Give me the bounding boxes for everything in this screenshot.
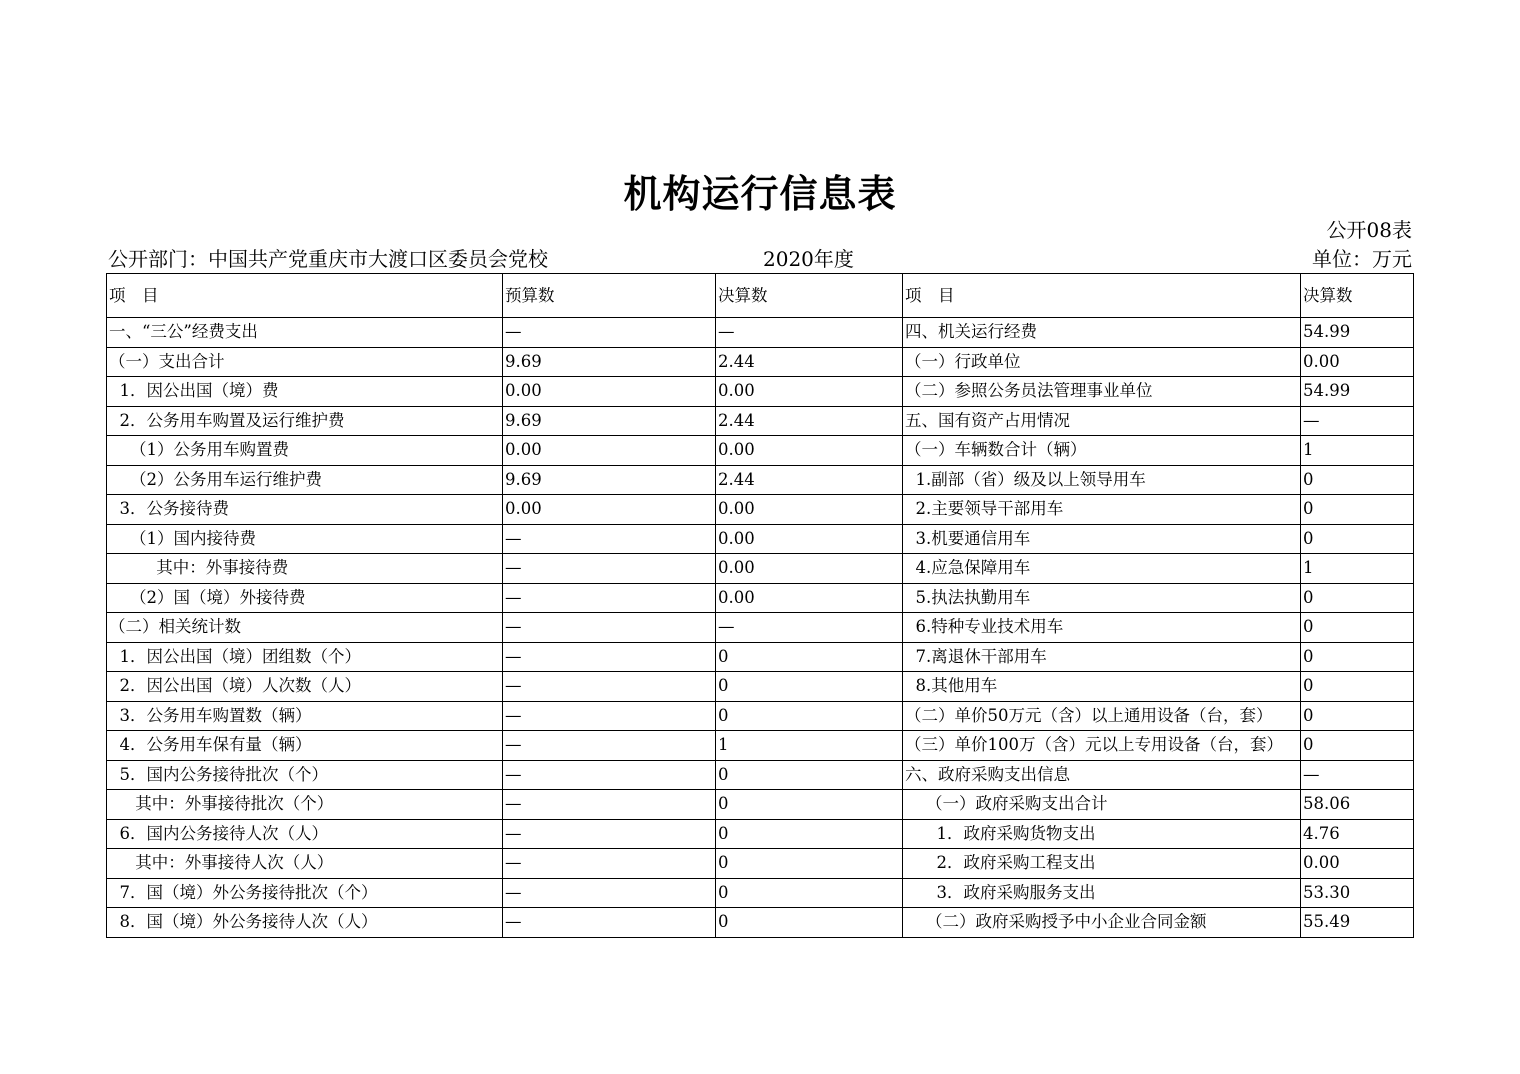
item-left-cell: 2．因公出国（境）人次数（人） bbox=[107, 672, 503, 702]
budget-cell: — bbox=[503, 878, 716, 908]
final-right-cell: 54.99 bbox=[1301, 318, 1414, 348]
final-cell: 0 bbox=[716, 819, 903, 849]
item-right-cell: （一）行政单位 bbox=[903, 347, 1301, 377]
final-right-cell: 0 bbox=[1301, 465, 1414, 495]
table-row bbox=[107, 465, 1414, 495]
budget-cell: — bbox=[503, 613, 716, 643]
item-left-cell: 2．公务用车购置及运行维护费 bbox=[107, 406, 503, 436]
item-left-cell: 7．国（境）外公务接待批次（个） bbox=[107, 878, 503, 908]
final-right-cell: 0 bbox=[1301, 731, 1414, 761]
final-right-cell: 0.00 bbox=[1301, 849, 1414, 879]
final-cell: — bbox=[716, 318, 903, 348]
final-right-cell: 0 bbox=[1301, 524, 1414, 554]
final-cell: 0 bbox=[716, 642, 903, 672]
final-cell: 2.44 bbox=[716, 347, 903, 377]
item-right-cell: 1．政府采购货物支出 bbox=[903, 819, 1301, 849]
final-right-cell: 1 bbox=[1301, 554, 1414, 584]
final-right-cell: 0.00 bbox=[1301, 347, 1414, 377]
final-right-cell: 53.30 bbox=[1301, 878, 1414, 908]
table-row bbox=[107, 760, 1414, 790]
item-left-cell: （2）公务用车运行维护费 bbox=[107, 465, 503, 495]
item-right-cell: 五、国有资产占用情况 bbox=[903, 406, 1301, 436]
final-cell: 0.00 bbox=[716, 554, 903, 584]
final-cell: 0 bbox=[716, 701, 903, 731]
item-left-cell: 一、“三公”经费支出 bbox=[107, 318, 503, 348]
table-row bbox=[107, 524, 1414, 554]
final-cell: 2.44 bbox=[716, 465, 903, 495]
table-row bbox=[107, 819, 1414, 849]
budget-cell: — bbox=[503, 554, 716, 584]
budget-cell: 9.69 bbox=[503, 406, 716, 436]
budget-cell: — bbox=[503, 731, 716, 761]
table-row bbox=[107, 377, 1414, 407]
budget-cell: — bbox=[503, 318, 716, 348]
column-header-item-right: 项 目 bbox=[903, 274, 1301, 318]
budget-cell: — bbox=[503, 760, 716, 790]
final-right-cell: 0 bbox=[1301, 613, 1414, 643]
final-right-cell: — bbox=[1301, 760, 1414, 790]
final-right-cell: 0 bbox=[1301, 701, 1414, 731]
item-right-cell: 2.主要领导干部用车 bbox=[903, 495, 1301, 525]
table-row bbox=[107, 878, 1414, 908]
form-number: 公开08表 bbox=[1326, 218, 1412, 242]
final-cell: 0.00 bbox=[716, 377, 903, 407]
final-cell: 0 bbox=[716, 790, 903, 820]
column-header-item-left: 项 目 bbox=[107, 274, 503, 318]
final-cell: — bbox=[716, 613, 903, 643]
item-left-cell: （二）相关统计数 bbox=[107, 613, 503, 643]
column-header-final-right: 决算数 bbox=[1301, 274, 1414, 318]
item-right-cell: 6.特种专业技术用车 bbox=[903, 613, 1301, 643]
item-left-cell: 3．公务接待费 bbox=[107, 495, 503, 525]
item-right-cell: 3．政府采购服务支出 bbox=[903, 878, 1301, 908]
final-right-cell: — bbox=[1301, 406, 1414, 436]
final-cell: 0.00 bbox=[716, 583, 903, 613]
budget-cell: — bbox=[503, 701, 716, 731]
item-right-cell: （一）车辆数合计（辆） bbox=[903, 436, 1301, 466]
item-left-cell: 4．公务用车保有量（辆） bbox=[107, 731, 503, 761]
item-right-cell: 3.机要通信用车 bbox=[903, 524, 1301, 554]
final-right-cell: 0 bbox=[1301, 583, 1414, 613]
table-row bbox=[107, 908, 1414, 938]
item-right-cell: 六、政府采购支出信息 bbox=[903, 760, 1301, 790]
item-left-cell: 6．国内公务接待人次（人） bbox=[107, 819, 503, 849]
table-row bbox=[107, 642, 1414, 672]
fiscal-year: 2020年度 bbox=[763, 247, 854, 271]
item-right-cell: 1.副部（省）级及以上领导用车 bbox=[903, 465, 1301, 495]
item-right-cell: （三）单价100万（含）元以上专用设备（台，套） bbox=[903, 731, 1301, 761]
budget-cell: — bbox=[503, 642, 716, 672]
table-row bbox=[107, 406, 1414, 436]
final-cell: 0.00 bbox=[716, 436, 903, 466]
item-left-cell: 5．国内公务接待批次（个） bbox=[107, 760, 503, 790]
item-left-cell: （2）国（境）外接待费 bbox=[107, 583, 503, 613]
table-row bbox=[107, 790, 1414, 820]
item-right-cell: 2．政府采购工程支出 bbox=[903, 849, 1301, 879]
final-cell: 0.00 bbox=[716, 524, 903, 554]
final-right-cell: 0 bbox=[1301, 495, 1414, 525]
final-cell: 2.44 bbox=[716, 406, 903, 436]
item-right-cell: 四、机关运行经费 bbox=[903, 318, 1301, 348]
table-row bbox=[107, 436, 1414, 466]
item-left-cell: 其中：外事接待人次（人） bbox=[107, 849, 503, 879]
item-right-cell: （二）参照公务员法管理事业单位 bbox=[903, 377, 1301, 407]
table-row bbox=[107, 347, 1414, 377]
budget-cell: 0.00 bbox=[503, 377, 716, 407]
final-right-cell: 4.76 bbox=[1301, 819, 1414, 849]
final-right-cell: 0 bbox=[1301, 672, 1414, 702]
operation-info-table bbox=[106, 273, 1414, 938]
item-left-cell: 其中：外事接待批次（个） bbox=[107, 790, 503, 820]
final-cell: 0 bbox=[716, 849, 903, 879]
budget-cell: — bbox=[503, 908, 716, 938]
table-row bbox=[107, 613, 1414, 643]
column-header-budget: 预算数 bbox=[503, 274, 716, 318]
final-cell: 0 bbox=[716, 672, 903, 702]
final-right-cell: 58.06 bbox=[1301, 790, 1414, 820]
final-right-cell: 1 bbox=[1301, 436, 1414, 466]
table-row bbox=[107, 318, 1414, 348]
item-right-cell: （二）政府采购授予中小企业合同金额 bbox=[903, 908, 1301, 938]
budget-cell: 0.00 bbox=[503, 436, 716, 466]
table-row bbox=[107, 849, 1414, 879]
item-right-cell: （二）单价50万元（含）以上通用设备（台，套） bbox=[903, 701, 1301, 731]
table-row bbox=[107, 731, 1414, 761]
item-left-cell: （1）公务用车购置费 bbox=[107, 436, 503, 466]
item-right-cell: 7.离退休干部用车 bbox=[903, 642, 1301, 672]
item-left-cell: 8．国（境）外公务接待人次（人） bbox=[107, 908, 503, 938]
final-cell: 0 bbox=[716, 878, 903, 908]
budget-cell: 9.69 bbox=[503, 465, 716, 495]
final-cell: 0 bbox=[716, 908, 903, 938]
budget-cell: — bbox=[503, 524, 716, 554]
final-right-cell: 54.99 bbox=[1301, 377, 1414, 407]
department-label: 公开部门：中国共产党重庆市大渡口区委员会党校 bbox=[108, 247, 548, 271]
item-left-cell: 其中：外事接待费 bbox=[107, 554, 503, 584]
final-cell: 0 bbox=[716, 760, 903, 790]
item-left-cell: （一）支出合计 bbox=[107, 347, 503, 377]
table-row bbox=[107, 672, 1414, 702]
page-title: 机构运行信息表 bbox=[623, 172, 897, 216]
budget-cell: 0.00 bbox=[503, 495, 716, 525]
item-left-cell: 1．因公出国（境）费 bbox=[107, 377, 503, 407]
item-left-cell: （1）国内接待费 bbox=[107, 524, 503, 554]
budget-cell: 9.69 bbox=[503, 347, 716, 377]
item-left-cell: 1．因公出国（境）团组数（个） bbox=[107, 642, 503, 672]
column-header-final: 决算数 bbox=[716, 274, 903, 318]
budget-cell: — bbox=[503, 790, 716, 820]
final-right-cell: 55.49 bbox=[1301, 908, 1414, 938]
table-row bbox=[107, 495, 1414, 525]
budget-cell: — bbox=[503, 849, 716, 879]
final-cell: 1 bbox=[716, 731, 903, 761]
item-right-cell: 8.其他用车 bbox=[903, 672, 1301, 702]
budget-cell: — bbox=[503, 583, 716, 613]
item-left-cell: 3．公务用车购置数（辆） bbox=[107, 701, 503, 731]
final-cell: 0.00 bbox=[716, 495, 903, 525]
budget-cell: — bbox=[503, 819, 716, 849]
table-header-row bbox=[107, 274, 1414, 318]
unit-label: 单位：万元 bbox=[1312, 247, 1412, 271]
final-right-cell: 0 bbox=[1301, 642, 1414, 672]
item-right-cell: （一）政府采购支出合计 bbox=[903, 790, 1301, 820]
budget-cell: — bbox=[503, 672, 716, 702]
item-right-cell: 4.应急保障用车 bbox=[903, 554, 1301, 584]
item-right-cell: 5.执法执勤用车 bbox=[903, 583, 1301, 613]
table-row bbox=[107, 583, 1414, 613]
table-header-info bbox=[108, 245, 1412, 273]
table-row bbox=[107, 701, 1414, 731]
table-row bbox=[107, 554, 1414, 584]
